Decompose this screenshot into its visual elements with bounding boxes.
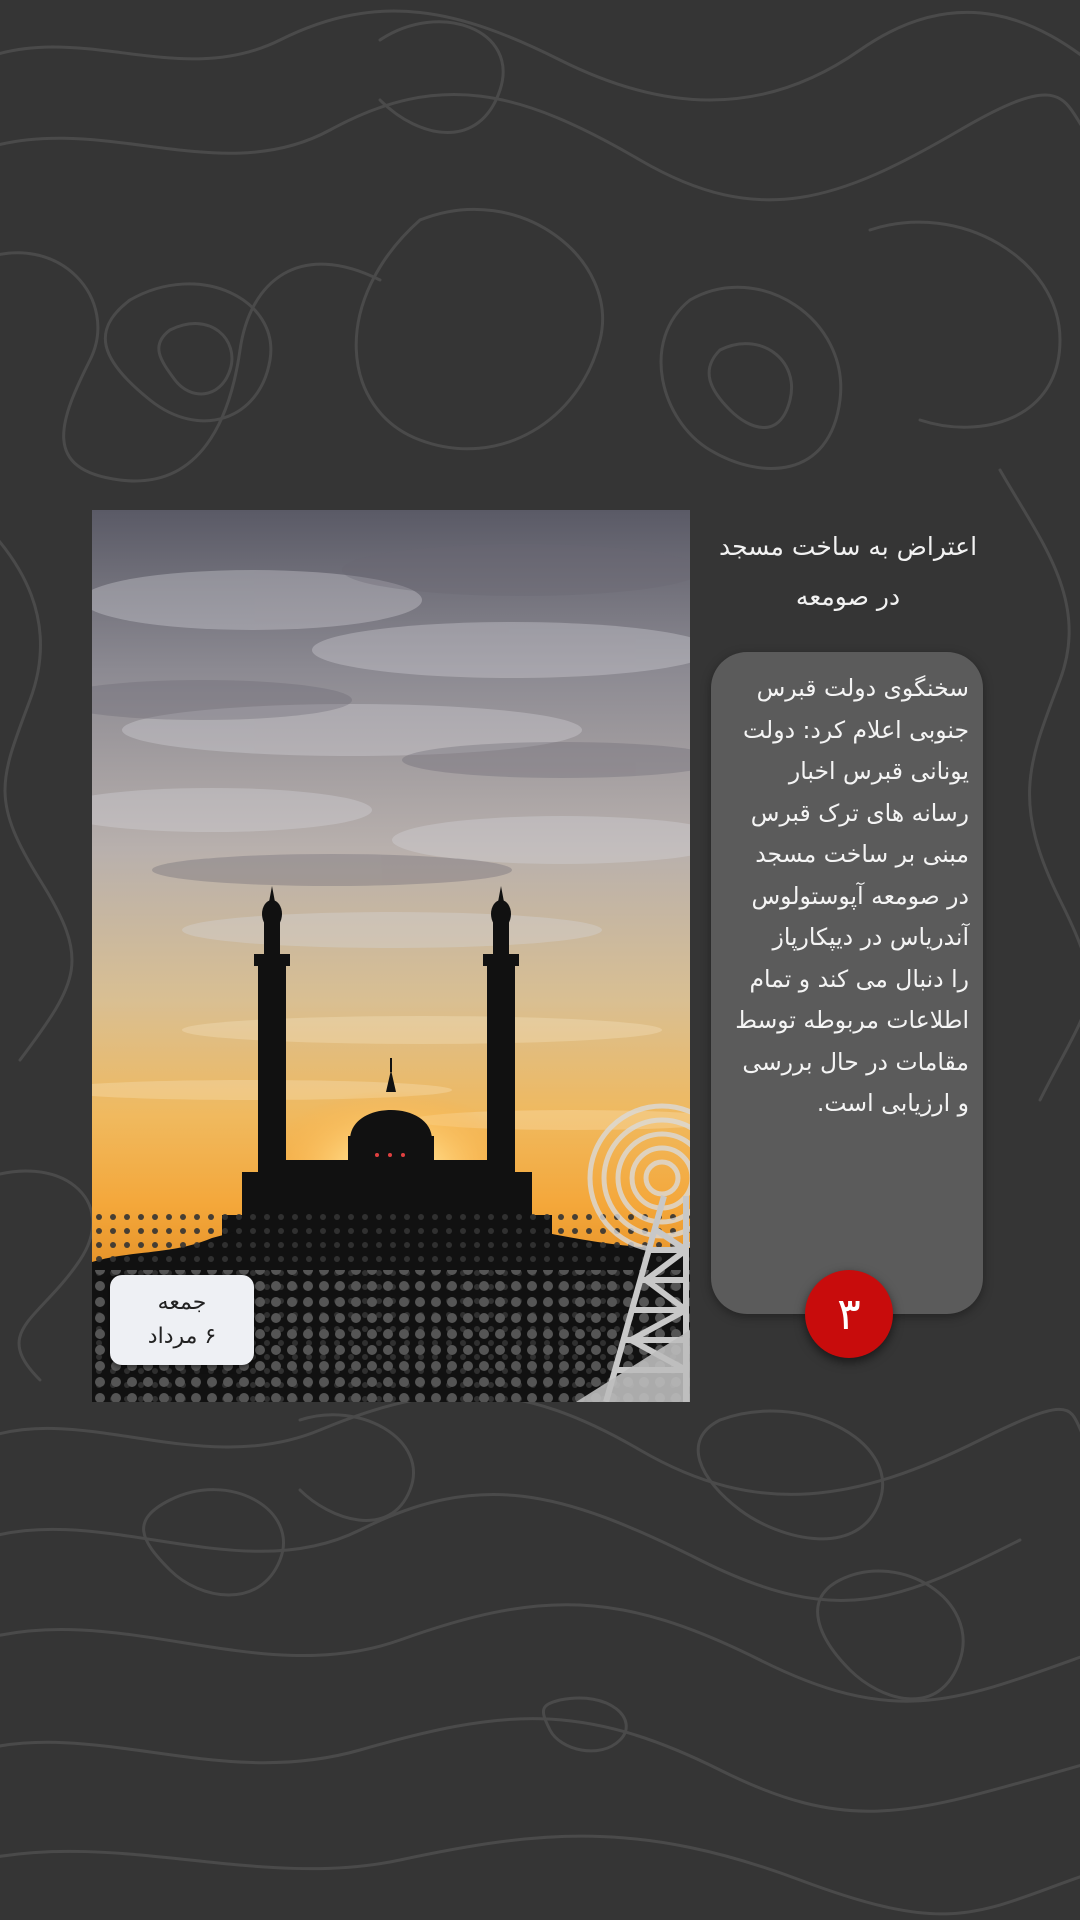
headline-line-2: در صومعه xyxy=(795,582,901,611)
date-badge xyxy=(110,1275,254,1365)
article-line: رسانه های ترک قبرس xyxy=(750,798,969,827)
article-body xyxy=(727,668,969,1125)
broadcast-tower-icon xyxy=(576,1100,690,1402)
article-line: جنوبی اعلام کرد: دولت xyxy=(742,715,969,744)
article-line: مبنی بر ساخت مسجد xyxy=(755,840,969,868)
article-line: مقامات در حال بررسی xyxy=(742,1047,969,1076)
headline-line-1: اعتراض به ساخت مسجد xyxy=(718,532,978,561)
date-value: ۶ مرداد xyxy=(147,1324,217,1349)
headline xyxy=(705,522,991,622)
article-line: سخنگوی دولت قبرس xyxy=(756,674,969,702)
date-day: جمعه xyxy=(157,1290,207,1315)
article-line: یونانی قبرس اخبار xyxy=(788,757,969,785)
article-line: در صومعه آپوستولوس xyxy=(751,881,969,910)
article-line: را دنبال می کند و تمام xyxy=(749,964,969,993)
article-line: آندریاس در دیپکارپاز xyxy=(772,923,969,951)
page-number-badge: ۳ xyxy=(805,1270,893,1358)
article-line: و ارزیابی است. xyxy=(816,1089,969,1117)
article-line: اطلاعات مربوطه توسط xyxy=(735,1006,969,1034)
